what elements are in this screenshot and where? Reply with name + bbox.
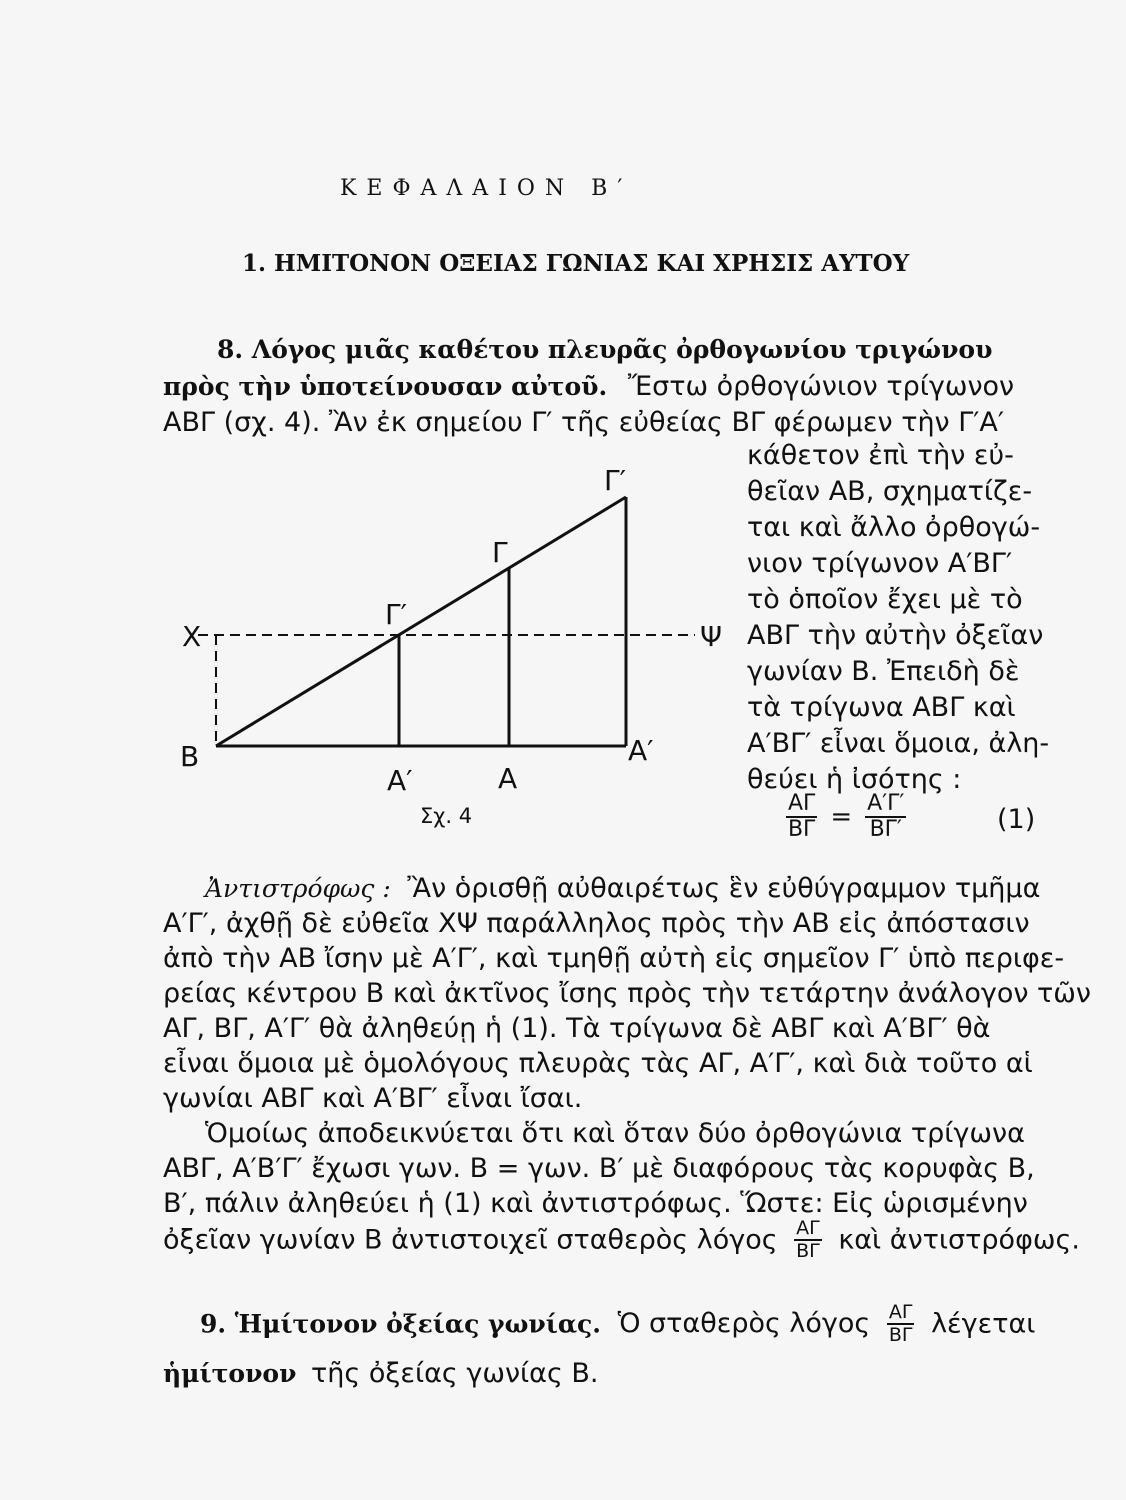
similar-text-a: ὀξεῖαν γωνίαν Β ἀντιστοιχεῖ σταθερὸς λόγος xyxy=(163,1224,778,1256)
side-line: κάθετον ἐπὶ τὴν εὐ- xyxy=(747,440,1014,471)
side-line: ται καὶ ἄλλο ὀρθογώ- xyxy=(747,512,1041,543)
para9-heading: 9. Ἡμίτονον ὀξείας γωνίας. xyxy=(200,1309,601,1339)
fraction-numerator: Α′Γ′ xyxy=(865,792,906,818)
label-g-prime-mid: Γ′ xyxy=(385,598,407,631)
chapter-heading: ΚΕΦΑΛΑΙΟΝ Β′ xyxy=(340,176,633,201)
converse-line: εἶναι ὅμοια μὲ ὁμολόγους πλευρὰς τὰς ΑΓ, Α′Γ′, καὶ διὰ τοῦτο αἱ xyxy=(163,1048,1033,1079)
para8-heading-part2: πρὸς τὴν ὑποτείνουσαν αὐτοῦ. xyxy=(163,372,608,401)
converse-line: γωνίαι ΑΒΓ καὶ Α′ΒΓ′ εἶναι ἴσαι. xyxy=(163,1083,583,1114)
hypotenuse-line xyxy=(216,497,626,746)
converse-line: ΑΓ, ΒΓ, Α′Γ′ θὰ ἀληθεύῃ ἡ (1). Τὰ τρίγωνα δὲ ΑΒΓ καὶ Α′ΒΓ′ θὰ xyxy=(163,1013,991,1044)
converse-line: ἀπὸ τὴν ΑΒ ἴσην μὲ Α′Γ′, καὶ τμηθῇ αὐτὴ εἰς σημεῖον Γ′ ὑπὸ περιφε- xyxy=(163,943,1065,974)
label-g-prime-top: Γ′ xyxy=(604,464,626,497)
para9-text-a: Ὁ σταθερὸς λόγος xyxy=(617,1308,871,1340)
fraction-a1g1-bg1 xyxy=(865,792,906,842)
similar-line: Β′, πάλιν ἀληθεύει ἡ (1) καὶ ἀντιστρόφως. Ὥστε: Εἰς ὡρισμένην xyxy=(163,1188,1028,1219)
side-line: τὸ ὁποῖον ἔχει μὲ τὸ xyxy=(747,584,1023,615)
para8-text-start: Ἔστω ὀρθογώνιον τρίγωνον xyxy=(627,371,1015,402)
label-psi: Ψ xyxy=(700,620,723,653)
converse-text: Ἂν ὁρισθῇ αὐθαιρέτως ἓν εὐθύγραμμον τμῆμα xyxy=(407,873,1041,904)
fraction-denominator: ΒΓ xyxy=(888,1323,913,1346)
fraction-denominator: ΒΓ′ xyxy=(869,817,902,843)
converse-line: Α′Γ′, ἀχθῇ δὲ εὐθεῖα ΧΨ παράλληλος πρὸς τὴν ΑΒ εἰς ἀπόστασιν xyxy=(163,908,1030,939)
side-line: θεύει ἡ ἰσότης : xyxy=(747,764,962,795)
para8-heading-line1: 8. Λόγος μιᾶς καθέτου πλευρᾶς ὀρθογωνίου τριγώνου xyxy=(217,335,993,364)
side-line: τὰ τρίγωνα ΑΒΓ καὶ xyxy=(747,692,1016,723)
similar-text-b: καὶ ἀντιστρόφως. xyxy=(838,1224,1080,1256)
para9-rest: τῆς ὀξείας γωνίας Β. xyxy=(311,1358,599,1389)
para9-line1 xyxy=(200,1302,1035,1346)
fraction-denominator: ΒΓ xyxy=(796,1239,820,1262)
label-a-prime-right: Α′ xyxy=(628,734,654,767)
side-text-column xyxy=(747,440,1050,802)
converse-line: ρείας κέντρου Β καὶ ἀκτῖνος ἴσης πρὸς τὴν τετάρτην ἀνάλογον τῶν xyxy=(163,978,1091,1009)
fraction-ag-bg-inline xyxy=(794,1218,822,1262)
similar-line: Ὁμοίως ἀποδεικνύεται ὅτι καὶ ὅταν δύο ὀρθογώνια τρίγωνα xyxy=(205,1118,1025,1149)
para9-line2 xyxy=(163,1360,599,1387)
side-line: ΑΒΓ τὴν αὐτὴν ὀξεῖαν xyxy=(747,620,1044,651)
converse-line-1 xyxy=(205,875,1040,902)
label-b: Β xyxy=(180,740,200,773)
side-line: νιον τρίγωνον Α′ΒΓ′ xyxy=(747,548,1013,579)
label-a-prime-base: Α′ xyxy=(387,764,413,797)
label-a: Α xyxy=(498,762,518,795)
equals-sign: = xyxy=(830,802,853,833)
equation-number: (1) xyxy=(997,804,1036,835)
fraction-ag-bg-para9 xyxy=(887,1302,915,1346)
side-line: θεῖαν ΑΒ, σχηματίζε- xyxy=(747,476,1033,507)
section-title: 1. ΗΜΙΤΟΝΟΝ ΟΞΕΙΑΣ ΓΩΝΙΑΣ ΚΑΙ ΧΡΗΣΙΣ ΑΥΤΟΥ xyxy=(242,250,910,277)
similar-line: ΑΒΓ, Α′Β′Γ′ ἔχωσι γων. Β = γων. Β′ μὲ διαφόρους τὰς κορυφὰς Β, xyxy=(163,1153,1035,1184)
similar-last-line xyxy=(163,1218,1080,1262)
figure-4-diagram xyxy=(170,460,730,797)
para9-text-b: λέγεται xyxy=(931,1308,1036,1340)
para9-term: ἡμίτονον xyxy=(163,1359,297,1388)
label-g: Γ xyxy=(492,536,508,569)
side-line: γωνίαν Β. Ἐπειδὴ δὲ xyxy=(747,656,1020,687)
para8-line1 xyxy=(163,373,1014,400)
label-x: Χ xyxy=(182,620,202,653)
figure-caption: Σχ. 4 xyxy=(420,804,473,828)
para8-line2: ΑΒΓ (σχ. 4). Ἂν ἐκ σημείου Γ′ τῆς εὐθείας ΒΓ φέρωμεν τὴν Γ′Α′ xyxy=(163,407,1004,438)
fraction-numerator: ΑΓ xyxy=(786,792,817,818)
fraction-numerator: ΑΓ xyxy=(888,1301,913,1323)
side-line: Α′ΒΓ′ εἶναι ὅμοια, ἀλη- xyxy=(747,728,1050,759)
fraction-ag-bg xyxy=(786,792,817,842)
converse-label: Ἀντιστρόφως : xyxy=(205,874,391,903)
fraction-numerator: ΑΓ xyxy=(796,1217,820,1239)
equation-1 xyxy=(786,792,906,842)
fraction-denominator: ΒΓ xyxy=(787,817,816,843)
